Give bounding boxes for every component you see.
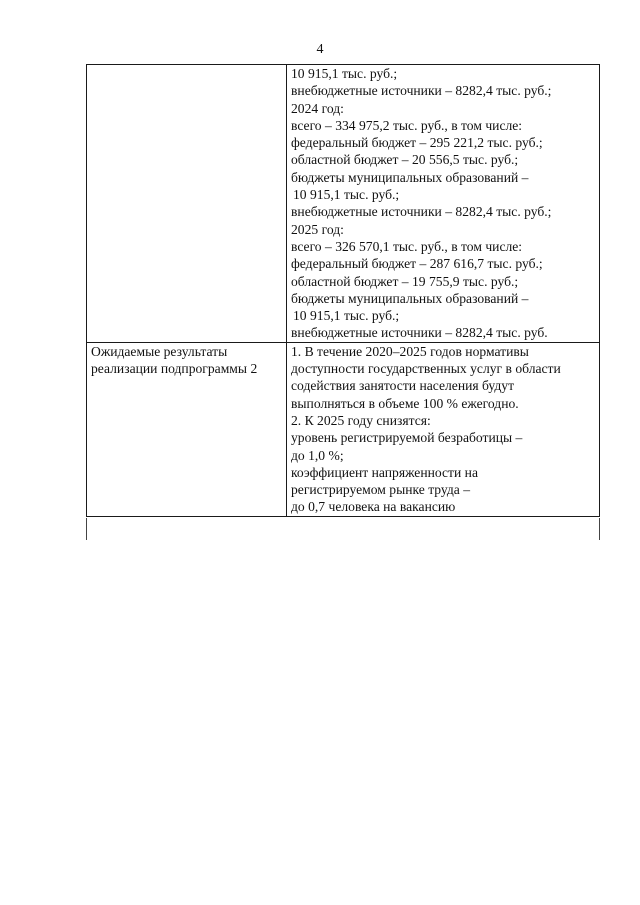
label-line: Ожидаемые результаты [91, 343, 228, 359]
text-line: содействия занятости населения будут [291, 378, 515, 394]
table-row-expected-results [87, 342, 600, 516]
text-line: бюджеты муниципальных образований – [291, 169, 529, 185]
text-line: федеральный бюджет – 295 221,2 тыс. руб.; [291, 135, 543, 151]
text-line: до 1,0 %; [291, 447, 344, 463]
text-line: внебюджетные источники – 8282,4 тыс. руб. [291, 325, 548, 341]
text-line: доступности государственных услуг в области [291, 361, 561, 377]
text-line: областной бюджет – 19 755,9 тыс. руб.; [291, 273, 519, 289]
continuation-line-left [86, 518, 87, 540]
text-line: областной бюджет – 20 556,5 тыс. руб.; [291, 152, 519, 168]
text-line: выполняться в объеме 100 % ежегодно. [291, 395, 519, 411]
label-line: реализации подпрограммы 2 [91, 361, 258, 377]
text-line: внебюджетные источники – 8282,4 тыс. руб.; [291, 83, 552, 99]
text-line: внебюджетные источники – 8282,4 тыс. руб.; [291, 204, 552, 220]
text-line: коэффициент напряженности на [291, 464, 478, 480]
text-line: всего – 334 975,2 тыс. руб., в том числе: [291, 117, 523, 133]
text-line: уровень регистрируемой безработицы – [291, 430, 523, 446]
page-number: 4 [316, 42, 324, 57]
table-continuation-lines [86, 518, 600, 540]
text-line: 2. К 2025 году снизятся: [291, 412, 431, 428]
text-line: федеральный бюджет – 287 616,7 тыс. руб.; [291, 256, 543, 272]
text-line: 2025 год: [291, 221, 344, 237]
text-line: до 0,7 человека на вакансию [291, 499, 456, 515]
row-label-empty [87, 65, 287, 343]
table-row-financing [87, 65, 600, 343]
text-line: регистрируемом рынке труда – [291, 482, 471, 498]
continuation-line-right [599, 518, 600, 540]
text-line: всего – 326 570,1 тыс. руб., в том числе: [291, 238, 523, 254]
expected-results-label [87, 342, 287, 516]
text-line: 2024 год: [291, 100, 344, 116]
program-table [86, 64, 600, 517]
text-line: 10 915,1 тыс. руб.; [293, 187, 400, 203]
expected-results-content [287, 342, 600, 516]
text-line: 1. В течение 2020–2025 годов нормативы [291, 343, 529, 359]
financing-content [287, 65, 600, 343]
text-line: бюджеты муниципальных образований – [291, 290, 529, 306]
text-line: 10 915,1 тыс. руб.; [291, 66, 398, 81]
text-line: 10 915,1 тыс. руб.; [293, 308, 400, 324]
